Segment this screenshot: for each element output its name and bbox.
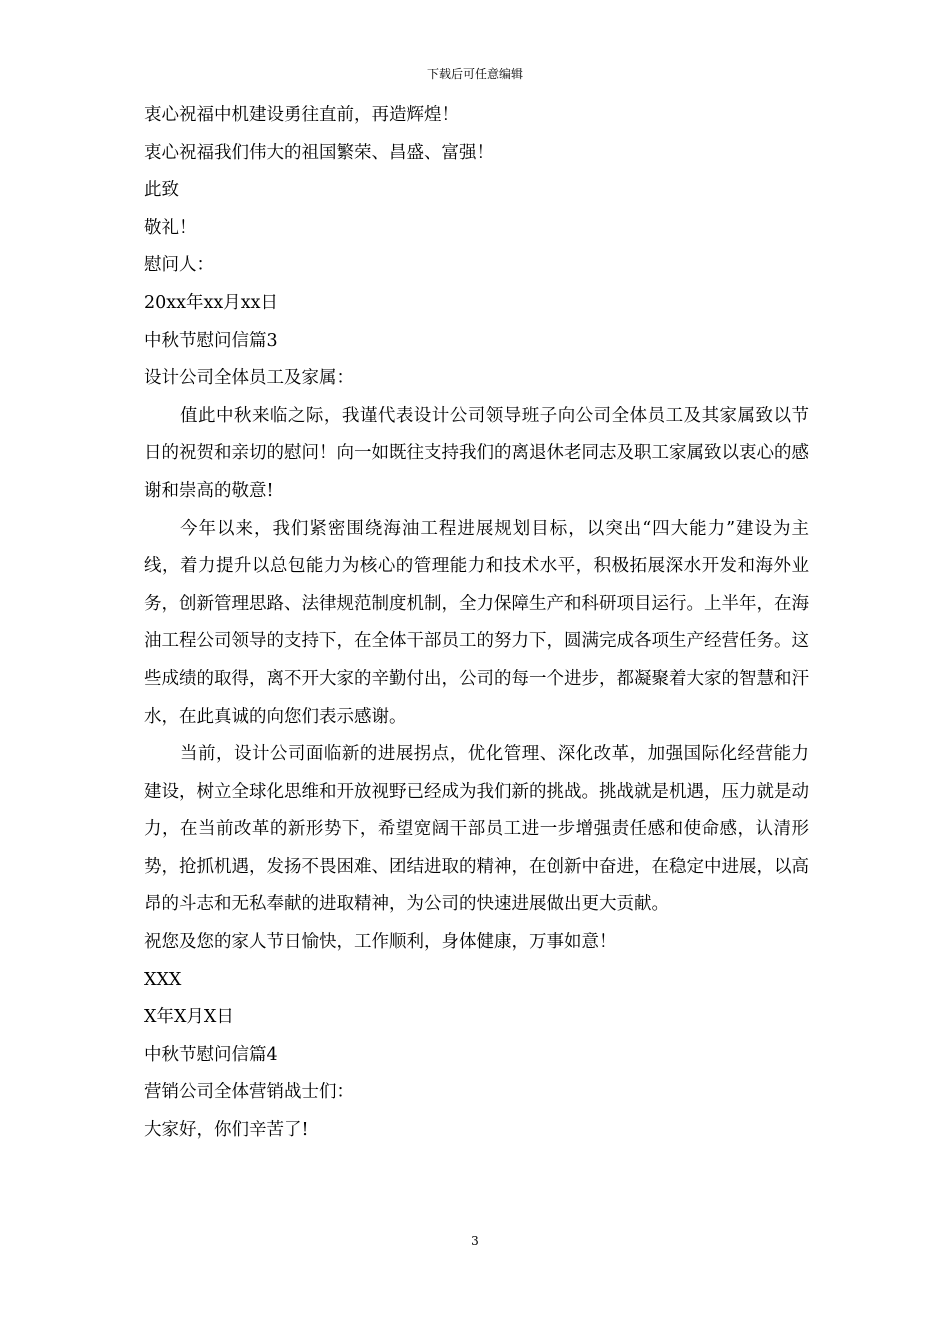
date-line: X年X月X日 — [144, 1007, 234, 1028]
salutation: 营销公司全体营销战士们： — [144, 1082, 354, 1103]
section-title: 中秋节慰问信篇3 — [144, 330, 278, 351]
text-line: 祝您及您的家人节日愉快，工作顺利，身体健康，万事如意！ — [144, 932, 617, 953]
text-line: 衷心祝福我们伟大的祖国繁荣、昌盛、富强！ — [144, 142, 494, 163]
signature: XXX — [144, 969, 182, 990]
text-line: 慰问人： — [144, 255, 214, 276]
section-title: 中秋节慰问信篇4 — [144, 1044, 278, 1065]
paragraph: 值此中秋来临之际，我谨代表设计公司领导班子向公司全体员工及其家属致以节日的祝贺和亲切的慰问！向一如既往支持我们的离退休老同志及职工家属致以衷心的感谢和崇高的敬意! — [144, 405, 809, 501]
text-line: 此致 — [144, 180, 179, 201]
header-note: 下载后可任意编辑 — [426, 67, 523, 81]
paragraph: 今年以来，我们紧密围绕海油工程进展规划目标，以突出“四大能力”建设为主线，着力提升以总包能力为核心的管理能力和技术水平，积极拓展深水开发和海外业务，创新管理思路、法律规范制度机制，全力保障生产和科研项目运行。上半年，在海油工程公司领导的支持下，在全体干部员工的努力下，圆满完成各项生产经营任务。这些成绩的取得，离不开大家的辛勤付出，公司的每一个进步，都凝聚着大家的智慧和汗水，在此真诚的向您们表示感谢。 — [144, 518, 809, 727]
date-line: 20xx年xx月xx日 — [144, 292, 278, 313]
page-number: 3 — [471, 1234, 479, 1248]
text-line: 敬礼！ — [144, 217, 197, 238]
text-line: 衷心祝福中机建设勇往直前，再造辉煌！ — [144, 105, 459, 125]
document-body — [144, 97, 809, 1150]
paragraph: 当前，设计公司面临新的进展拐点，优化管理、深化改革，加强国际化经营能力建设，树立全球化思维和开放视野已经成为我们新的挑战。挑战就是机遇，压力就是动力，在当前改革的新形势下，希望宽阔干部员工进一步增强责任感和使命感，认清形势，抢抓机遇，发扬不畏困难、团结进取的精神，在创新中奋进，在稳定中进展，以高昂的斗志和无私奉献的进取精神，为公司的快速进展做出更大贡献。 — [144, 744, 809, 915]
text-line: 大家好，你们辛苦了! — [144, 1120, 309, 1141]
salutation: 设计公司全体员工及家属： — [144, 368, 354, 389]
